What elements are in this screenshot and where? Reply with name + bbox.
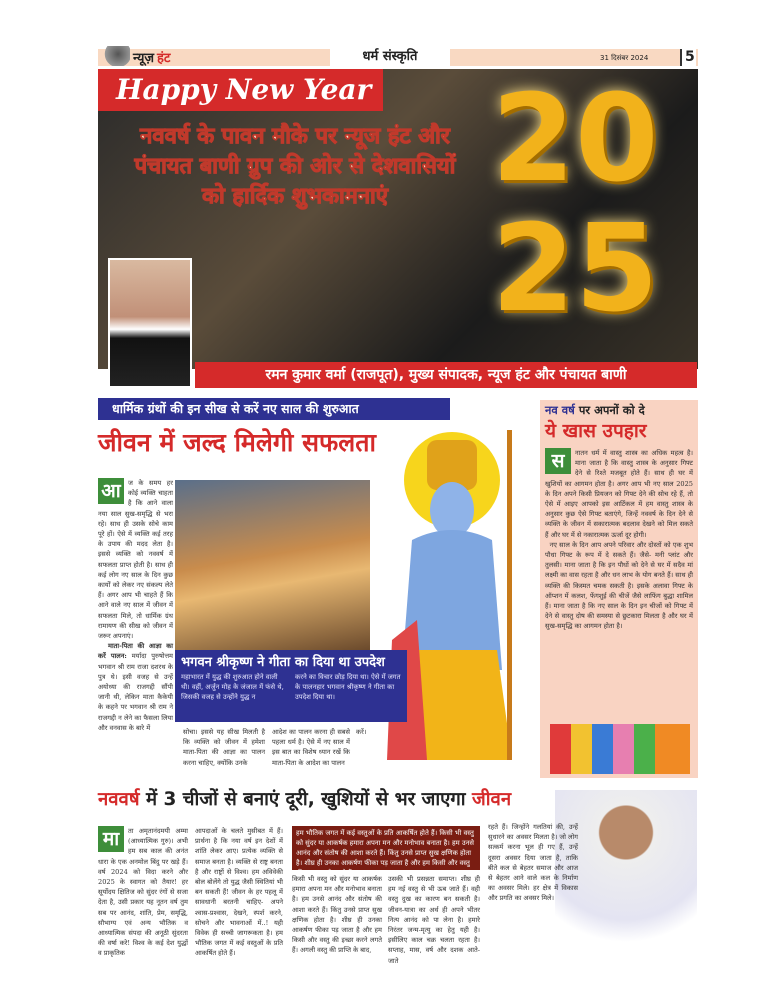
- pull-quote: हम भौतिक जगत में कई वस्तुओं के प्रति आकर्षित होते हैं। किसी भी वस्तु को सुंदर या आकर्षक हमारा अपना मन और मनोभाव बनाता है। हम उनसे आनंद और संतोष की आशा करते हैं। किंतु उनसे प्राप्त सुख क्षणिक होता है। शीघ्र ही उनका आकर्षण फीका पड़ जाता है और हम किसी और वस्तु की इच्छा करने लगते हैं।: [292, 826, 480, 870]
- sidebar-text: नातन धर्म में वास्तु शास्त्र का अधिक महत्व है। माना जाता है कि वास्तु शास्त्र के अनुसार गिफ्ट देने से रिश्ते मजबूत होते हैं। साथ ही घर में खुशियों का आगमन होता है। अगर आप भी नए साल 2025 के दिन अपने किसी प्रियजन को गिफ्ट देने की सोच रहे हैं, तो ऐसे में आइए आपको इस आर्टिकल में हम वास्तु शास्त्र के अनुसार कुछ ऐसे गिफ्ट बताएंगे, जिन्हें नववर्ष के दिन देने से व्यक्ति के जीवन में सकारात्मक बदलाव देखने को मिल सकते हैं और घर में से नकारात्मक ऊर्जा दूर होगी।: [545, 449, 693, 539]
- editor-photo: [108, 258, 192, 388]
- article-column: [98, 826, 188, 959]
- year-top: 20: [491, 70, 659, 209]
- article-column: रहते हैं। जिन्होंने गलतियां की, उन्हें सुधारने का अवसर मिलता है। जो लोग सत्कर्म करना भूल ही गए हैं, उन्हें दूसरा अवसर दिया जाता है, ताकि बीते कल से बेहतर समाज और आज से बेहतर आने वाले कल के निर्माण का अवसर मिले। हर क्षेत्र में विकास और प्रगति का अवसर मिले।: [488, 823, 578, 903]
- article-column: करें।: [356, 728, 367, 736]
- page-number: 5: [680, 49, 696, 66]
- sidebar-text: नए साल के दिन आप अपने परिवार और दोस्तों को एक शुभ पौधा गिफ्ट के रूप में दे सकते हैं। जैसे- मनी प्लांट और तुलसी। माना जाता है कि इन पौधों को देने से घर में सदैव मां लक्ष्मी का वास रहता है और धन लाभ के योग बनते हैं। साथ ही व्यक्ति की किस्मत चमक सकती है। इसके अलावा गिफ्ट के ऑप्शन में कलश, फेंगशुई की चीजें जैसे लाफिंग बुद्धा शामिल हैं। माना जाता है कि नए साल के दिन इन चीजों को गिफ्ट में देने से वास्तु दोष की समस्या से छुटकारा मिलता है और घर में सुख-समृद्धि का आगमन होता है।: [545, 540, 693, 631]
- logo-text-accent: हंट: [157, 51, 171, 66]
- article2-headline: नववर्ष में 3 चीजों से बनाएं दूरी, खुशियों से भर जाएगा जीवन: [98, 789, 512, 810]
- gift-boxes-image: [550, 724, 690, 774]
- logo[interactable]: [100, 42, 190, 66]
- sidebar-headline: ये खास उपहार: [545, 420, 647, 442]
- sidebar-title-accent: नव वर्ष: [545, 403, 575, 417]
- article-text: ता अमृतानंदमयी अम्मा (आध्यात्मिक गुरु)। अभी हम सब काल की अनंत धारा के एक अनमोल बिंदु पर खड़े हैं। वर्ष 2024 को विदा करने और 2025 के स्वागत को तैयार! हर सूर्योदय क्षितिज को सुंदर रंगों से सजा देता है, उसी प्रकार यह नूतन वर्ष तुम सब पर आनंद, शांति, प्रेम, समृद्धि, सौभाग्य एवं अन्य भौतिक व आध्यात्मिक संपदा की अनूठी सुंदरता की वर्षा करे! विश्व के कई देश युद्धों व प्राकृतिक: [98, 827, 188, 958]
- article-text: ज के समय हर कोई व्यक्ति चाहता है कि आने वाला नया साल सुख-समृद्धि से भरा रहे। साथ ही उसके सोचे काम पूरे हों। ऐसे में व्यक्ति कई तरह के उपाय की मदद लेता है। इससे व्यक्ति को नववर्ष में सफलता प्राप्त होती है। साथ ही कई लोग नए साल के दिन कुछ कार्यों को लेकर नए संकल्प लेते हैं। अगर आप भी चाहते हैं कि आने वाले नए साल में जीवन में सफलता मिले, तो धार्मिक ग्रंथ रामायण की सीख को जीवन में जरूर अपनाएं।: [98, 479, 173, 641]
- rama-image: [372, 420, 540, 778]
- article-column: आपदाओं के चलते मुसीबत में हैं। प्रार्थना है कि नया वर्ष इन देशों में शांति लेकर आए। प्रत्येक व्यक्ति से समाज बनता है। व्यक्ति से राष्ट्र बनता है और राष्ट्रों से विश्व। हम अविवेकी बोल बोलेंगे तो युद्ध जैसी स्थितियां भी बन सकती हैं! जीवन के हर पहलू में सावधानी बरतनी चाहिए- अपने श्वास-प्रश्वास, देखने, स्पर्श करने, सोचने और भावनाओं में..! यही विवेक ही सच्ची जागरूकता है। हम भौतिक जगत में कई वस्तुओं के प्रति आकर्षित होते हैं।: [195, 827, 283, 958]
- gift-sidebar: [540, 400, 698, 778]
- drop-cap: मा: [98, 826, 124, 852]
- article-subhead: माता-पिता की आज्ञा का करें पालन:: [98, 642, 173, 661]
- box-title: भगवन श्रीकृष्ण ने गीता का दिया था उपदेश: [181, 655, 385, 670]
- article-kicker: धार्मिक ग्रंथों की इन सीख से करें नए साल की शुरुआत: [98, 398, 450, 420]
- article-headline: जीवन में जल्द मिलेगी सफलता: [98, 428, 376, 457]
- article-text: मर्यादा पुरुषोत्तम भगवान श्री राम राजा दशरथ के पुत्र थे। इसी वजह से उन्हें अयोध्या की राजगद्दी सौंपी जानी थी, लेकिन माता कैकेयी के कहने पर भगवान श्री राम ने राजगद्दी न लेने का फैसला लिया और वनवास के बारे में: [98, 652, 173, 732]
- article-column: किसी भी वस्तु को सुंदर या आकर्षक हमारा अपना मन और मनोभाव बनाता है। हम उनसे आनंद और संतोष की आशा करते हैं। किंतु उनसे प्राप्त सुख क्षणिक होता है। शीघ्र ही उनका आकर्षण फीका पड़ जाता है और हम किसी और वस्तु की इच्छा करने लगते हैं। अगली वस्तु की प्राप्ति के बाद,: [292, 875, 382, 955]
- year-bottom: 25: [491, 200, 659, 339]
- drop-cap: आ: [98, 478, 124, 504]
- logo-text: न्यूज़: [133, 51, 155, 66]
- editor-byline: रमन कुमार वर्मा (राजपूत), मुख्य संपादक, न्यूज हंट और पंचायत बाणी: [195, 362, 697, 388]
- section-title: धर्म संस्कृति: [330, 47, 450, 67]
- box-text: करने का विचार छोड़ दिया था। ऐसे में जगत के पालनहार भगवान श्रीकृष्ण ने गीता का उपदेश दिया था।: [295, 673, 401, 701]
- logo-bird-icon: [100, 46, 130, 66]
- box-text: महाभारत में युद्ध की शुरुआत होने वाली थी। वहीं, अर्जुन मोह के जंजाल में फंसे थे, जिसकी वजह से उन्होंने युद्ध न: [181, 673, 284, 701]
- article-column: आदेश का पालन करना ही सबसे पहला धर्म है। ऐसे में नए साल में इस बात का विशेष ध्यान रखें कि माता-पिता के आदेश का पालन: [272, 728, 350, 767]
- krishna-box: [175, 650, 407, 722]
- happy-new-year-title: Happy New Year: [98, 69, 383, 111]
- krishna-image: [175, 480, 370, 650]
- drop-cap: स: [545, 448, 571, 474]
- issue-date: 31 दिसंबर 2024: [600, 54, 649, 62]
- article-column: [98, 478, 173, 733]
- year-graphic: [470, 70, 680, 355]
- article-column: सोचा। इससे यह सीख मिलती है कि व्यक्ति को जीवन में हमेशा माता-पिता की आज्ञा का पालन करना चाहिए, क्योंकि उनके: [183, 728, 265, 767]
- banner-wish: नववर्ष के पावन मौके पर न्यूज हंट और पंचायत बाणी ग्रुप की ओर से देशवासियों को हार्दिक शुभकामनाएं: [134, 124, 456, 209]
- article-column: उसकी भी प्रसन्नता समाप्त। शीघ्र ही हम नई वस्तु से भी ऊब जाते हैं। वही वस्तु दुख का कारण बन सकती है। जीवन-यात्रा का अर्थ ही अपने भीतर नित्य आनंद को पा लेना है। हमारे निरंतर जन्म-मृत्यु का हेतु यही है। इसीलिए काल चक्र चलता रहता है। सप्ताह, मास, वर्ष और दशक आते-जाते: [388, 875, 480, 965]
- sidebar-title: पर अपनों को दे: [578, 403, 645, 417]
